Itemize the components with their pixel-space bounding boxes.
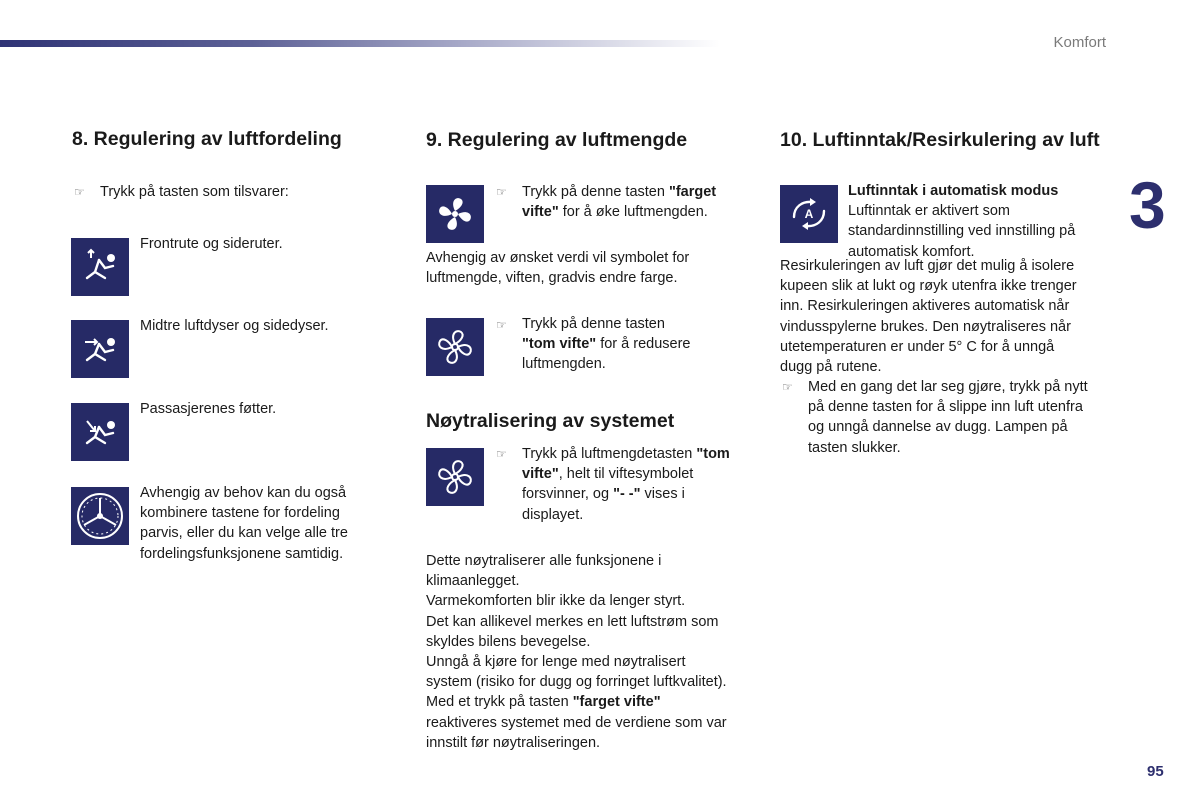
fan-colour-text: Avhengig av ønsket verdi vil symbolet for luftmengde, viften, gradvis endre farge. xyxy=(426,250,690,287)
item-face-text: Midtre luftdyser og sidedyser. xyxy=(140,318,329,334)
heading-air-flow: 9. Regulering av luftmengde xyxy=(426,129,688,151)
svg-text:A: A xyxy=(804,207,814,221)
airflow-combined-icon xyxy=(71,487,129,545)
neutralise-instruction-text: Trykk på luftmengdetasten "tom vifte", helt til viftesymbolet forsvinner, og "- -" vises i displayet. xyxy=(522,446,730,523)
airflow-windscreen-icon xyxy=(71,238,129,296)
bullet-hand-icon: ☞ xyxy=(782,380,793,394)
airflow-face-icon xyxy=(71,320,129,378)
heading-air-intake: 10. Luftinntak/Resirkulering av luft xyxy=(780,129,1100,151)
recirculation-auto-icon xyxy=(780,185,838,243)
item-feet-text: Passasjerenes føtter. xyxy=(140,401,277,417)
bullet-hand-icon: ☞ xyxy=(496,318,507,332)
fan-filled-icon xyxy=(426,185,484,243)
bullet-hand-icon: ☞ xyxy=(74,185,85,199)
fan-empty-icon xyxy=(426,448,484,506)
auto-intake-text: Luftinntak i automatisk modus Luftinntak er aktivert som standardinnstilling ved innstilling på automatisk komfort. xyxy=(848,183,1076,260)
airflow-feet-icon xyxy=(71,403,129,461)
col1-intro: Trykk på tasten som tilsvarer: xyxy=(100,184,289,200)
decrease-airflow-text: Trykk på denne tasten "tom vifte" for å redusere luftmengden. xyxy=(522,316,691,373)
fan-empty-icon xyxy=(426,318,484,376)
recirculation-bullet-text: Med en gang det lar seg gjøre, trykk på nytt på denne tasten for å slippe inn luft utenfra og unngå dannelse av dugg. Lampen på tasten slukker. xyxy=(808,379,1088,456)
heading-air-distribution: 8. Regulering av luftfordeling xyxy=(72,128,342,150)
item-combined-text: Avhengig av behov kan du også kombinere tastene for fordeling parvis, eller du kan velge alle tre fordelingsfunksjonene samtidig. xyxy=(140,485,348,562)
heading-neutralise: Nøytralisering av systemet xyxy=(426,410,675,432)
section-label: Komfort xyxy=(1053,34,1106,51)
bullet-hand-icon: ☞ xyxy=(496,447,507,461)
header-gradient-bar xyxy=(0,40,720,47)
item-windscreen-text: Frontrute og sideruter. xyxy=(140,236,283,252)
chapter-number: 3 xyxy=(1129,168,1166,242)
recirculation-body-text: Resirkuleringen av luft gjør det mulig å isolere kupeen slik at lukt og røyk utenfra ikke trenger inn. Resirkuleringen aktiveres automatisk når vindusspylerne brukes. Den nøytraliseres når utetemperaturen er under 5° C for å unngå dugg på rutene. xyxy=(780,258,1077,376)
increase-airflow-text: Trykk på denne tasten "farget vifte" for å øke luftmengden. xyxy=(522,184,717,221)
bullet-hand-icon: ☞ xyxy=(496,185,507,199)
page-number: 95 xyxy=(1147,763,1164,780)
neutralise-body-text: Dette nøytraliserer alle funksjonene i klimaanlegget. Varmekomforten blir ikke da lenger styrt. Det kan allikevel merkes en lett luftstrøm som skyldes bilens bevegelse. Unngå å kjøre for lenge med nøytralisert system (risiko for dugg og forringet luftkvalitet). Med et trykk på tasten "farget vifte" reaktiveres systemet med de verdiene som var innstilt før nøytraliseringen. xyxy=(426,553,727,751)
